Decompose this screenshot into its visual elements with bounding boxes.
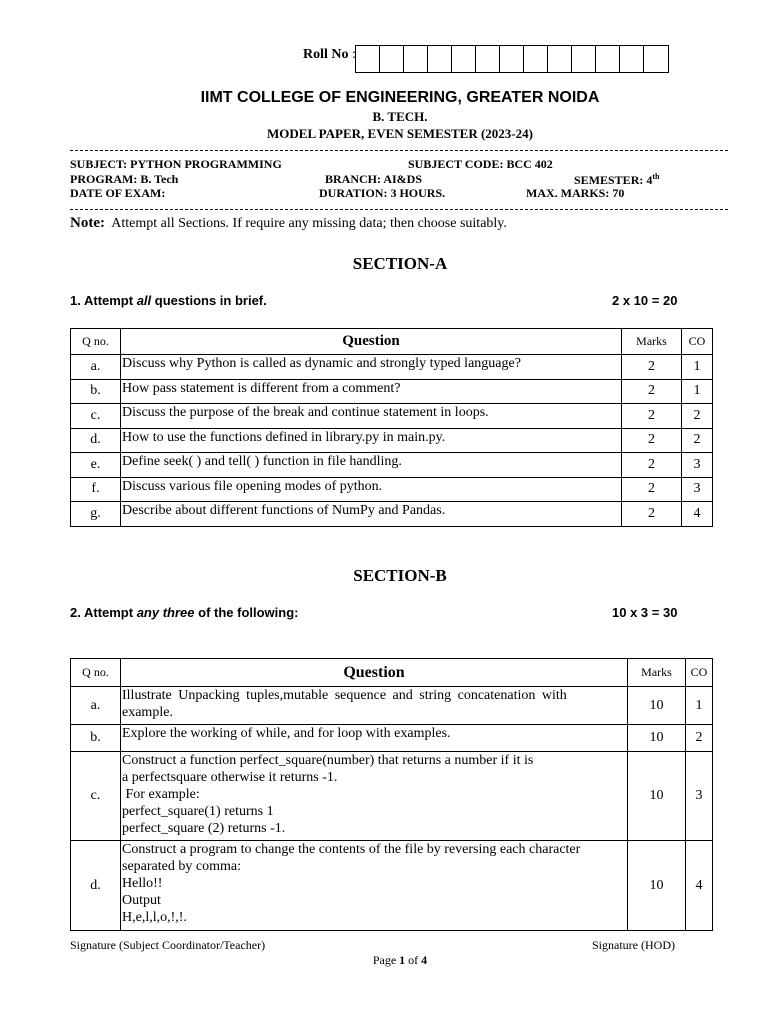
note-text: Attempt all Sections. If require any missing data; then choose suitably. <box>111 216 507 231</box>
roll-no-box[interactable] <box>428 46 452 72</box>
question-co: 2 <box>682 404 713 429</box>
question-marks: 2 <box>622 379 682 404</box>
question-line: perfect_square (2) returns -1. <box>122 821 286 836</box>
question-marks: 10 <box>628 752 686 841</box>
signature-hod: Signature (HOD) <box>592 938 675 952</box>
table-row <box>71 404 713 429</box>
question-line: separated by comma: <box>122 859 241 874</box>
question-text: How to use the functions defined in library.py in main.py. <box>121 428 622 453</box>
question-co: 2 <box>682 428 713 453</box>
question-text: Define seek( ) and tell( ) function in file handling. <box>121 453 622 478</box>
question-number: d. <box>71 428 121 453</box>
max-marks: MAX. MARKS: 70 <box>526 186 625 200</box>
table-row <box>71 687 713 725</box>
roll-no-box[interactable] <box>500 46 524 72</box>
roll-no-box[interactable] <box>452 46 476 72</box>
question-line: For example: <box>122 787 200 802</box>
question-marks: 2 <box>622 502 682 527</box>
question-number: c. <box>71 404 121 429</box>
question-number: f. <box>71 477 121 502</box>
question-co: 2 <box>686 725 713 752</box>
section-b-marks: 10 x 3 = 30 <box>612 605 678 620</box>
question-number: b. <box>71 379 121 404</box>
program: PROGRAM: B. Tech <box>70 172 179 186</box>
roll-no-box[interactable] <box>596 46 620 72</box>
roll-no-box[interactable] <box>404 46 428 72</box>
roll-no-box[interactable] <box>620 46 644 72</box>
table-row <box>71 355 713 380</box>
question-line: perfect_square(1) returns 1 <box>122 804 274 819</box>
roll-no-label: Roll No : <box>303 47 356 62</box>
branch: BRANCH: AI&DS <box>325 172 423 186</box>
note <box>70 215 507 232</box>
question-marks: 2 <box>622 355 682 380</box>
question-line: example. <box>122 705 173 720</box>
question-number: d. <box>71 841 121 931</box>
divider-top <box>70 150 728 151</box>
section-a-instruction: 1. Attempt all questions in brief. <box>70 293 267 308</box>
question-text: Discuss why Python is called as dynamic and strongly typed language? <box>121 355 622 380</box>
subject-code: SUBJECT CODE: BCC 402 <box>408 157 553 171</box>
question-text <box>121 687 628 725</box>
question-co: 1 <box>682 379 713 404</box>
subject: SUBJECT: PYTHON PROGRAMMING <box>70 157 282 171</box>
question-marks: 2 <box>622 453 682 478</box>
question-marks: 10 <box>628 725 686 752</box>
section-a-table <box>70 328 713 527</box>
question-text <box>121 725 628 752</box>
roll-no-box[interactable] <box>476 46 500 72</box>
question-number: c. <box>71 752 121 841</box>
question-co: 4 <box>682 502 713 527</box>
college-name: IIMT COLLEGE OF ENGINEERING, GREATER NOIDA <box>200 89 600 106</box>
question-number: a. <box>71 687 121 725</box>
question-text: Describe about different functions of NumPy and Pandas. <box>121 502 622 527</box>
section-a-title: SECTION-A <box>352 254 448 273</box>
question-co: 1 <box>686 687 713 725</box>
table-row <box>71 752 713 841</box>
table-row <box>71 725 713 752</box>
header-marks: Marks <box>622 329 682 355</box>
question-co: 3 <box>682 477 713 502</box>
question-co: 4 <box>686 841 713 931</box>
header-co: CO <box>686 659 713 687</box>
header-question: Question <box>121 329 622 355</box>
duration: DURATION: 3 HOURS. <box>319 186 446 200</box>
table-row <box>71 453 713 478</box>
divider-bottom <box>70 209 728 210</box>
question-line: Explore the working of while, and for loop with examples. <box>122 726 451 741</box>
question-marks: 10 <box>628 687 686 725</box>
roll-no-box[interactable] <box>572 46 596 72</box>
question-number: g. <box>71 502 121 527</box>
roll-no-box[interactable] <box>548 46 572 72</box>
question-co: 3 <box>682 453 713 478</box>
signature-teacher: Signature (Subject Coordinator/Teacher) <box>70 938 266 952</box>
header-qno: Q no. <box>71 659 121 687</box>
question-marks: 2 <box>622 477 682 502</box>
table-row <box>71 379 713 404</box>
header-qno: Q no. <box>71 329 121 355</box>
table-row <box>71 841 713 931</box>
question-text <box>121 841 628 931</box>
question-marks: 2 <box>622 428 682 453</box>
question-number: a. <box>71 355 121 380</box>
question-line: H,e,l,l,o,!,!. <box>122 910 187 925</box>
question-co: 1 <box>682 355 713 380</box>
semester: SEMESTER: 4th <box>574 172 660 187</box>
paper-title: MODEL PAPER, EVEN SEMESTER (2023-24) <box>267 126 533 141</box>
roll-no-boxes[interactable] <box>355 45 669 73</box>
question-line: Hello!! <box>122 876 163 891</box>
question-line: a perfectsquare otherwise it returns -1. <box>122 770 338 785</box>
header-co: CO <box>682 329 713 355</box>
question-line: Construct a function perfect_square(number) that returns a number if it is <box>122 753 534 768</box>
question-line: Output <box>122 893 161 908</box>
degree-title: B. TECH. <box>372 109 428 124</box>
section-b-table <box>70 658 713 931</box>
section-b-instruction: 2. Attempt any three of the following: <box>70 605 299 620</box>
question-marks: 10 <box>628 841 686 931</box>
exam-date: DATE OF EXAM: <box>70 186 166 200</box>
question-number: b. <box>71 725 121 752</box>
page-number: Page 1 of 4 <box>372 953 428 967</box>
section-b-title: SECTION-B <box>353 566 447 585</box>
roll-no-box[interactable] <box>644 46 668 72</box>
roll-no-box[interactable] <box>356 46 380 72</box>
header-question: Question <box>121 659 628 687</box>
section-a-marks: 2 x 10 = 20 <box>612 293 678 308</box>
question-text: Discuss the purpose of the break and continue statement in loops. <box>121 404 622 429</box>
question-line: Construct a program to change the contents of the file by reversing each character <box>122 842 581 857</box>
table-row <box>71 428 713 453</box>
roll-no-box[interactable] <box>380 46 404 72</box>
question-text: Discuss various file opening modes of python. <box>121 477 622 502</box>
header-marks: Marks <box>628 659 686 687</box>
question-text <box>121 752 628 841</box>
question-number: e. <box>71 453 121 478</box>
question-text: How pass statement is different from a comment? <box>121 379 622 404</box>
table-row <box>71 477 713 502</box>
question-co: 3 <box>686 752 713 841</box>
roll-no-box[interactable] <box>524 46 548 72</box>
table-row <box>71 502 713 527</box>
note-label: Note: <box>70 215 105 231</box>
question-marks: 2 <box>622 404 682 429</box>
question-line: Illustrate Unpacking tuples,mutable sequence and string concatenation with <box>122 688 567 703</box>
